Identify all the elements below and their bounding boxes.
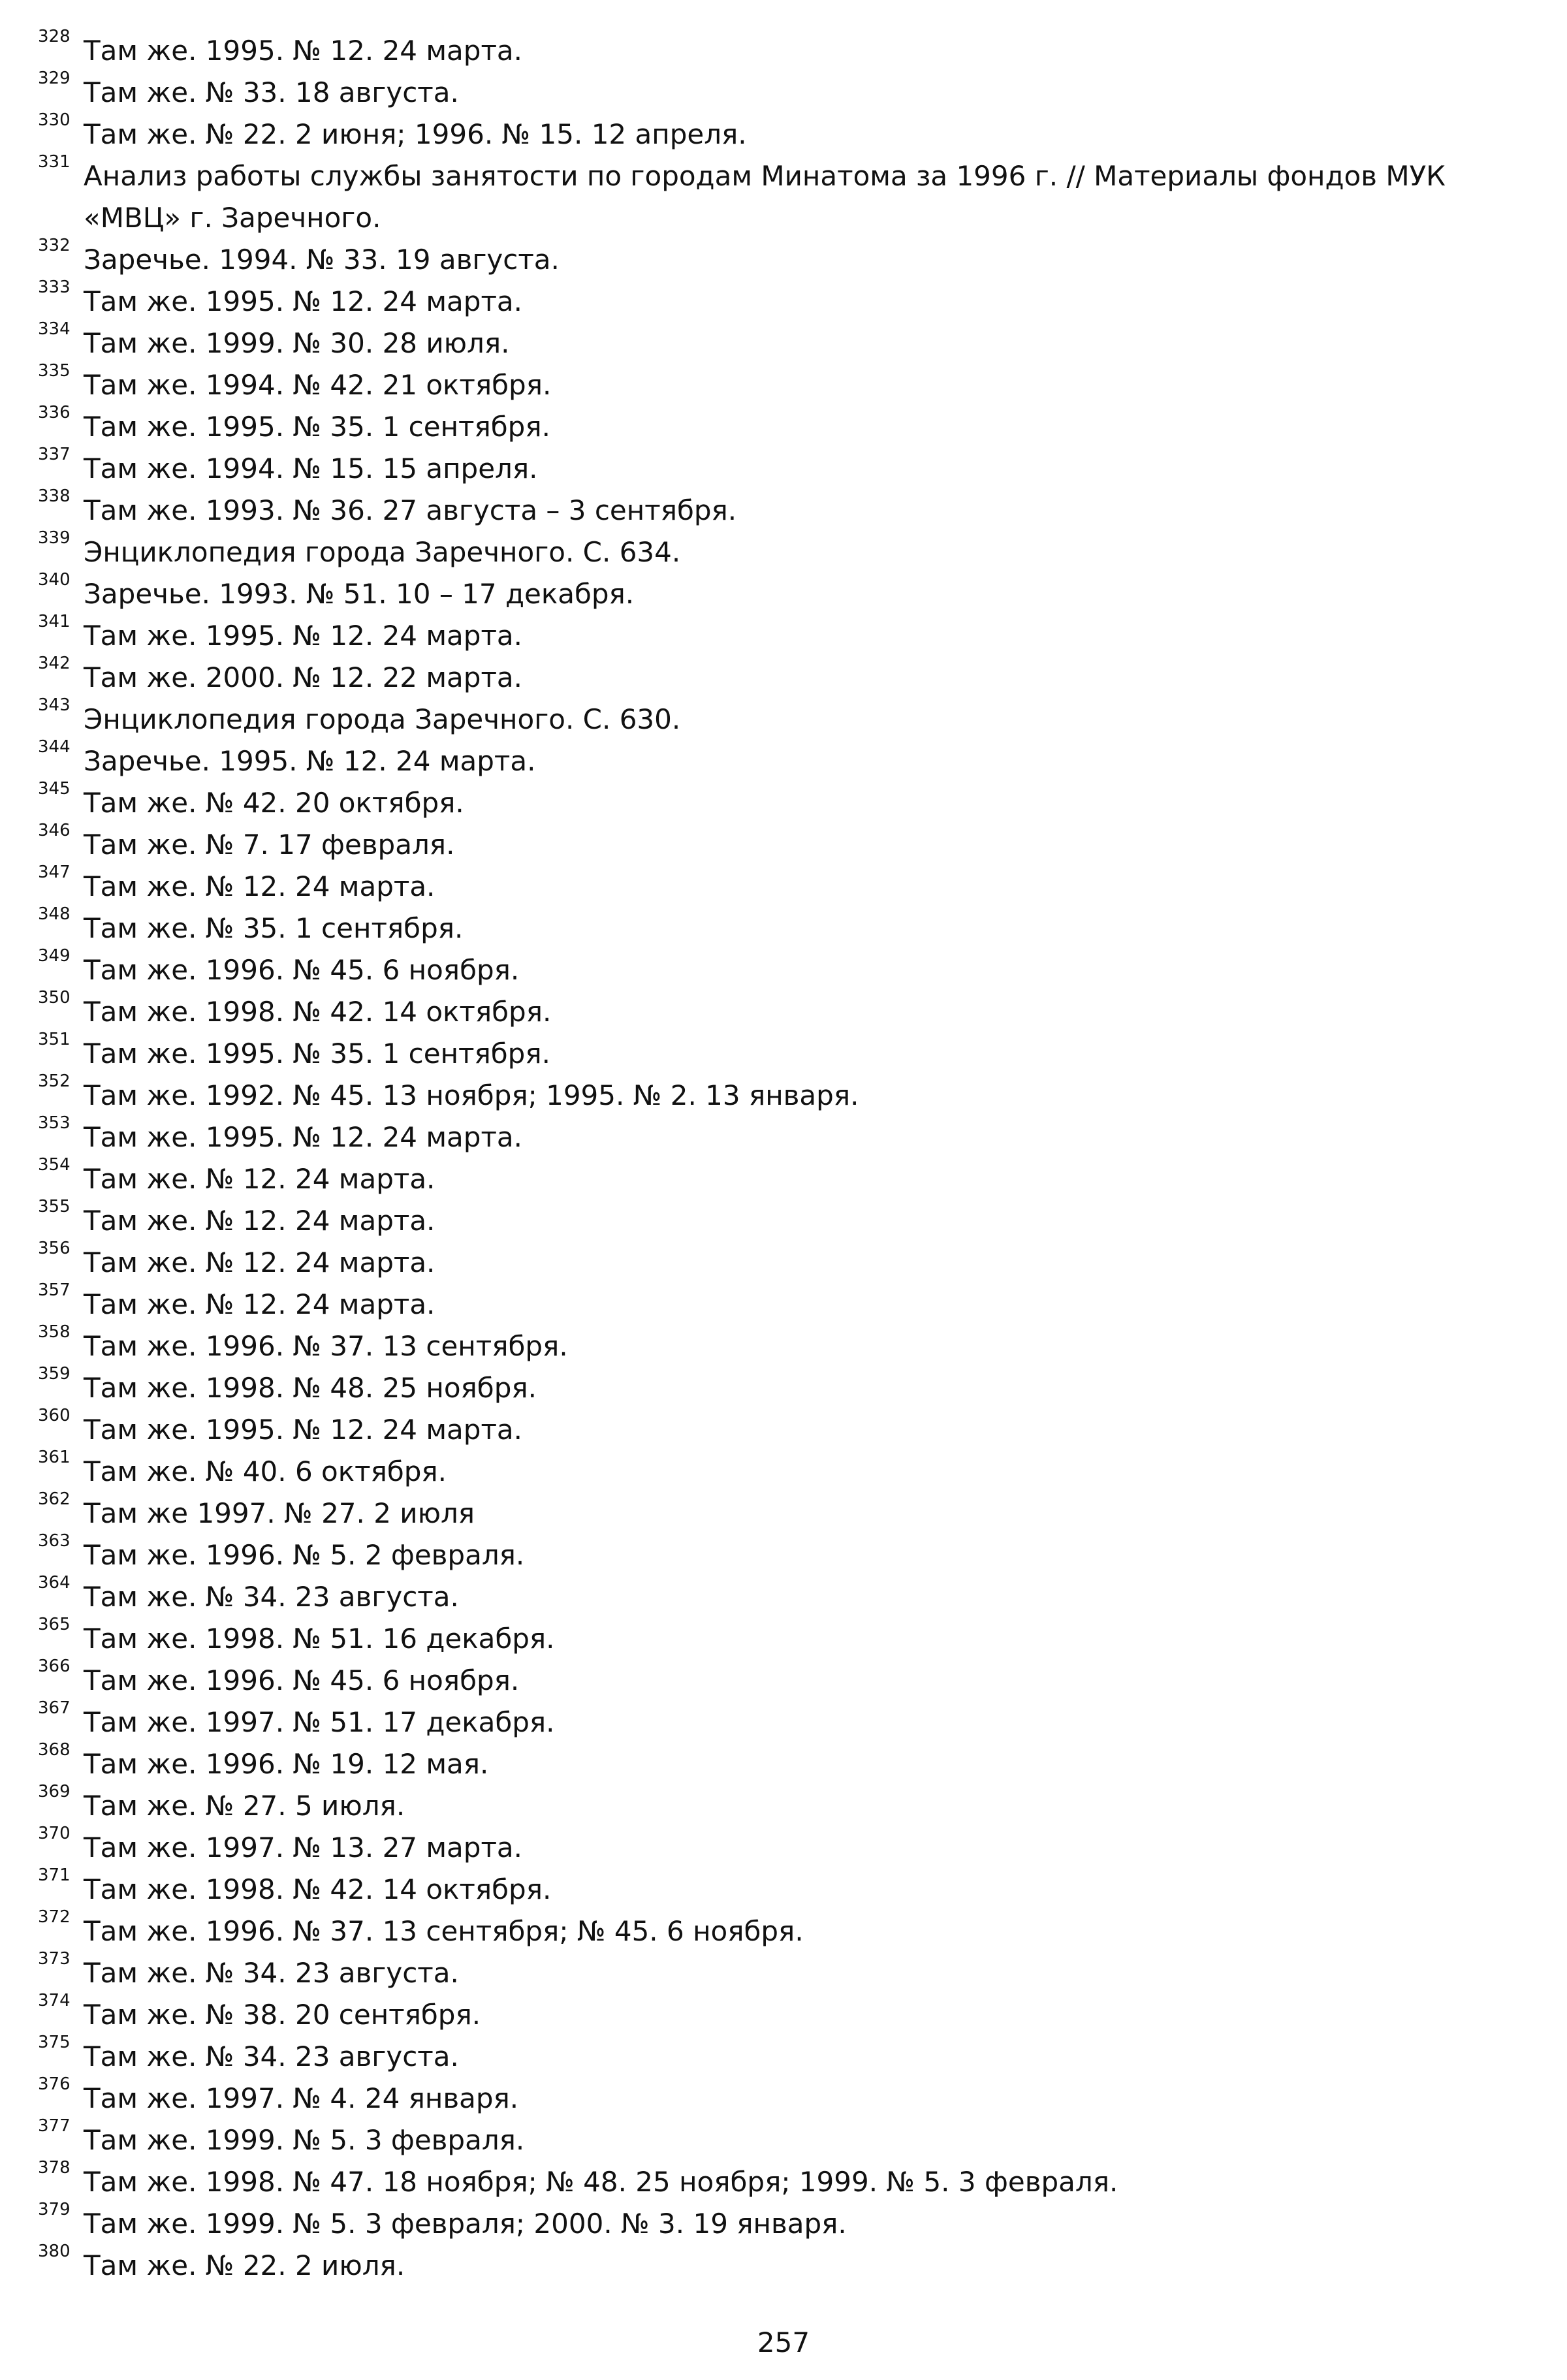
footnote-number: 379: [38, 2200, 71, 2219]
footnote-item: [38, 1155, 1533, 1200]
footnote-text: Там же. 1996. № 5. 2 февраля.: [84, 1539, 525, 1571]
footnote-item: [38, 1280, 1533, 1325]
footnote-item: [38, 779, 1533, 824]
footnote-text: Там же. № 34. 23 августа.: [84, 1957, 459, 1989]
footnote-number: 356: [38, 1239, 71, 1258]
footnote-item: [38, 570, 1533, 615]
footnote-text: Там же. № 12. 24 марта.: [84, 1246, 435, 1278]
footnote-text: Там же 1997. № 27. 2 июля: [84, 1497, 475, 1529]
footnote-item: [38, 27, 1533, 72]
footnote-item: [38, 1364, 1533, 1409]
footnote-text: Там же. 1995. № 35. 1 сентября.: [84, 1038, 550, 1070]
footnote-text: Там же. № 34. 23 августа.: [84, 1581, 459, 1613]
footnote-item: [38, 2033, 1533, 2078]
footnote-text: Там же. 1996. № 37. 13 сентября; № 45. 6 ноября.: [84, 1915, 804, 1947]
footnote-number: 351: [38, 1030, 71, 1049]
footnote-item: [38, 110, 1533, 155]
footnote-text: Там же. № 22. 2 июня; 1996. № 15. 12 апреля.: [84, 118, 747, 150]
footnote-number: 337: [38, 445, 71, 464]
footnote-item: [38, 654, 1533, 699]
footnote-item: [38, 904, 1533, 949]
footnote-item: [38, 1991, 1533, 2036]
footnote-number: 336: [38, 403, 71, 422]
footnote-number: 329: [38, 69, 71, 88]
footnote-text: Там же. № 22. 2 июля.: [84, 2249, 405, 2281]
footnote-item: [38, 1615, 1533, 1660]
footnote-item: [38, 1239, 1533, 1284]
footnote-text: Там же. 1993. № 36. 27 августа – 3 сентября.: [84, 494, 737, 526]
footnote-item: [38, 1907, 1533, 1952]
footnote-item: [38, 1531, 1533, 1576]
footnote-number: 359: [38, 1364, 71, 1384]
footnote-item: [38, 1740, 1533, 1785]
footnote-number: 374: [38, 1991, 71, 2010]
footnote-text: Там же. 1995. № 35. 1 сентября.: [84, 411, 550, 443]
footnote-text: Там же. 1995. № 12. 24 марта.: [84, 1121, 522, 1153]
footnote-item: [38, 2200, 1533, 2245]
footnote-text: Анализ работы службы занятости по городам Минатома за 1996 г. // Материалы фондов МУК «МВЦ» г. Заречного.: [84, 160, 1446, 234]
footnote-text: Там же. 1994. № 42. 21 октября.: [84, 369, 552, 401]
footnote-text: Там же. № 38. 20 сентября.: [84, 1999, 481, 2031]
footnote-number: 364: [38, 1573, 71, 1593]
footnote-text: Там же. № 33. 18 августа.: [84, 76, 459, 108]
footnote-number: 346: [38, 821, 71, 840]
footnote-number: 355: [38, 1197, 71, 1216]
footnote-text: Заречье. 1994. № 33. 19 августа.: [84, 244, 560, 276]
footnote-text: Заречье. 1995. № 12. 24 марта.: [84, 745, 536, 777]
footnote-item: [38, 1030, 1533, 1075]
footnote-text: Там же. 1997. № 13. 27 марта.: [84, 1832, 522, 1864]
footnote-item: [38, 236, 1533, 281]
footnote-number: 333: [38, 278, 71, 297]
footnote-text: Там же. 1995. № 12. 24 марта.: [84, 285, 522, 317]
footnote-number: 339: [38, 528, 71, 548]
footnote-item: [38, 863, 1533, 908]
footnote-number: 376: [38, 2074, 71, 2094]
footnote-number: 338: [38, 486, 71, 506]
footnote-item: [38, 1489, 1533, 1534]
page-number: 257: [757, 2326, 810, 2358]
footnote-number: 354: [38, 1155, 71, 1175]
footnote-item: [38, 821, 1533, 866]
footnote-number: 341: [38, 612, 71, 631]
footnote-number: 334: [38, 319, 71, 339]
footnote-text: Там же. 1996. № 45. 6 ноября.: [84, 1664, 520, 1696]
footnote-item: [38, 361, 1533, 406]
footnote-text: Там же. 1999. № 5. 3 февраля.: [84, 2124, 525, 2156]
footnote-item: [38, 1865, 1533, 1911]
footnote-number: 361: [38, 1448, 71, 1467]
footnote-number: 353: [38, 1113, 71, 1133]
footnote-item: [38, 695, 1533, 740]
footnote-number: 345: [38, 779, 71, 799]
footnote-text: Там же. № 34. 23 августа.: [84, 2040, 459, 2072]
footnote-item: [38, 2158, 1533, 2203]
footnote-number: 367: [38, 1698, 71, 1718]
footnote-text: Там же. 1995. № 12. 24 марта.: [84, 1414, 522, 1446]
footnote-text: Там же. 1999. № 30. 28 июля.: [84, 327, 510, 359]
footnote-number: 344: [38, 737, 71, 757]
footnote-item: [38, 528, 1533, 573]
footnote-text: Там же. 1996. № 45. 6 ноября.: [84, 954, 520, 986]
footnote-number: 348: [38, 904, 71, 924]
footnote-item: [38, 2074, 1533, 2119]
footnote-number: 340: [38, 570, 71, 590]
footnote-item: [38, 69, 1533, 114]
footnote-item: [38, 2242, 1533, 2287]
footnote-item: [38, 152, 1533, 239]
footnote-number: 347: [38, 863, 71, 882]
footnote-text: Там же. 2000. № 12. 22 марта.: [84, 661, 522, 693]
footnote-text: Там же. 1997. № 4. 24 января.: [84, 2082, 519, 2114]
footnote-item: [38, 737, 1533, 782]
footnote-item: [38, 278, 1533, 323]
footnote-item: [38, 1698, 1533, 1743]
footnote-item: [38, 1949, 1533, 1994]
footnote-number: 371: [38, 1865, 71, 1885]
footnote-number: 368: [38, 1740, 71, 1760]
footnote-text: Там же. № 12. 24 марта.: [84, 1288, 435, 1320]
footnote-item: [38, 319, 1533, 364]
footnote-text: Там же. № 12. 24 марта.: [84, 1163, 435, 1195]
footnote-text: Там же. 1998. № 48. 25 ноября.: [84, 1372, 537, 1404]
footnote-text: Там же. 1998. № 51. 16 декабря.: [84, 1623, 555, 1655]
footnote-number: 377: [38, 2116, 71, 2136]
footnote-number: 372: [38, 1907, 71, 1927]
footnote-text: Там же. № 7. 17 февраля.: [84, 829, 455, 861]
footnote-item: [38, 1824, 1533, 1869]
footnote-item: [38, 1782, 1533, 1827]
footnote-text: Там же. 1998. № 42. 14 октября.: [84, 1873, 552, 1905]
footnote-item: [38, 1071, 1533, 1117]
footnote-text: Там же. 1999. № 5. 3 февраля; 2000. № 3. 19 января.: [84, 2208, 847, 2240]
footnote-text: Там же. № 35. 1 сентября.: [84, 912, 464, 944]
footnote-text: Заречье. 1993. № 51. 10 – 17 декабря.: [84, 578, 635, 610]
footnote-number: 335: [38, 361, 71, 381]
footnote-text: Там же. 1997. № 51. 17 декабря.: [84, 1706, 555, 1738]
footnote-number: 330: [38, 110, 71, 130]
footnote-number: 349: [38, 946, 71, 966]
footnote-number: 369: [38, 1782, 71, 1801]
footnote-item: [38, 1657, 1533, 1702]
footnote-text: Там же. 1998. № 47. 18 ноября; № 48. 25 ноября; 1999. № 5. 3 февраля.: [84, 2166, 1118, 2198]
footnote-item: [38, 1322, 1533, 1367]
footnote-number: 360: [38, 1406, 71, 1425]
footnote-item: [38, 1573, 1533, 1618]
footnote-item: [38, 1113, 1533, 1158]
footnote-text: Энциклопедия города Заречного. С. 630.: [84, 703, 681, 735]
footnote-item: [38, 988, 1533, 1033]
footnote-text: Там же. № 42. 20 октября.: [84, 787, 464, 819]
footnote-number: 365: [38, 1615, 71, 1634]
footnote-number: 380: [38, 2242, 71, 2261]
footnote-number: 362: [38, 1489, 71, 1509]
footnote-text: Там же. № 12. 24 марта.: [84, 870, 435, 902]
footnote-text: Там же. 1995. № 12. 24 марта.: [84, 620, 522, 652]
footnote-list: [38, 27, 1533, 2287]
footnote-number: 331: [38, 152, 71, 172]
footnote-text: Там же. 1995. № 12. 24 марта.: [84, 35, 522, 67]
footnote-text: Энциклопедия города Заречного. С. 634.: [84, 536, 681, 568]
footnote-number: 363: [38, 1531, 71, 1551]
footnote-item: [38, 2116, 1533, 2161]
footnote-number: 357: [38, 1280, 71, 1300]
footnote-text: Там же. 1998. № 42. 14 октября.: [84, 996, 552, 1028]
footnote-item: [38, 445, 1533, 490]
footnote-number: 328: [38, 27, 71, 46]
footnote-number: 366: [38, 1657, 71, 1676]
footnote-text: Там же. № 27. 5 июля.: [84, 1790, 405, 1822]
footnote-text: Там же. № 40. 6 октября.: [84, 1455, 447, 1487]
footnote-number: 343: [38, 695, 71, 715]
footnote-number: 350: [38, 988, 71, 1008]
footnote-item: [38, 946, 1533, 991]
footnote-item: [38, 1197, 1533, 1242]
footnote-item: [38, 486, 1533, 532]
footnote-item: [38, 612, 1533, 657]
footnote-number: 373: [38, 1949, 71, 1969]
footnote-number: 332: [38, 236, 71, 255]
footnote-text: Там же. 1996. № 37. 13 сентября.: [84, 1330, 568, 1362]
footnote-text: Там же. 1994. № 15. 15 апреля.: [84, 452, 538, 484]
footnote-text: Там же. № 12. 24 марта.: [84, 1205, 435, 1237]
footnote-number: 358: [38, 1322, 71, 1342]
footnote-number: 352: [38, 1071, 71, 1091]
footnote-item: [38, 1406, 1533, 1451]
footnote-number: 342: [38, 654, 71, 673]
footnote-number: 375: [38, 2033, 71, 2052]
footnote-number: 378: [38, 2158, 71, 2178]
footnote-text: Там же. 1992. № 45. 13 ноября; 1995. № 2. 13 января.: [84, 1079, 859, 1111]
footnote-item: [38, 403, 1533, 448]
footnote-item: [38, 1448, 1533, 1493]
footnote-number: 370: [38, 1824, 71, 1843]
footnote-text: Там же. 1996. № 19. 12 мая.: [84, 1748, 489, 1780]
